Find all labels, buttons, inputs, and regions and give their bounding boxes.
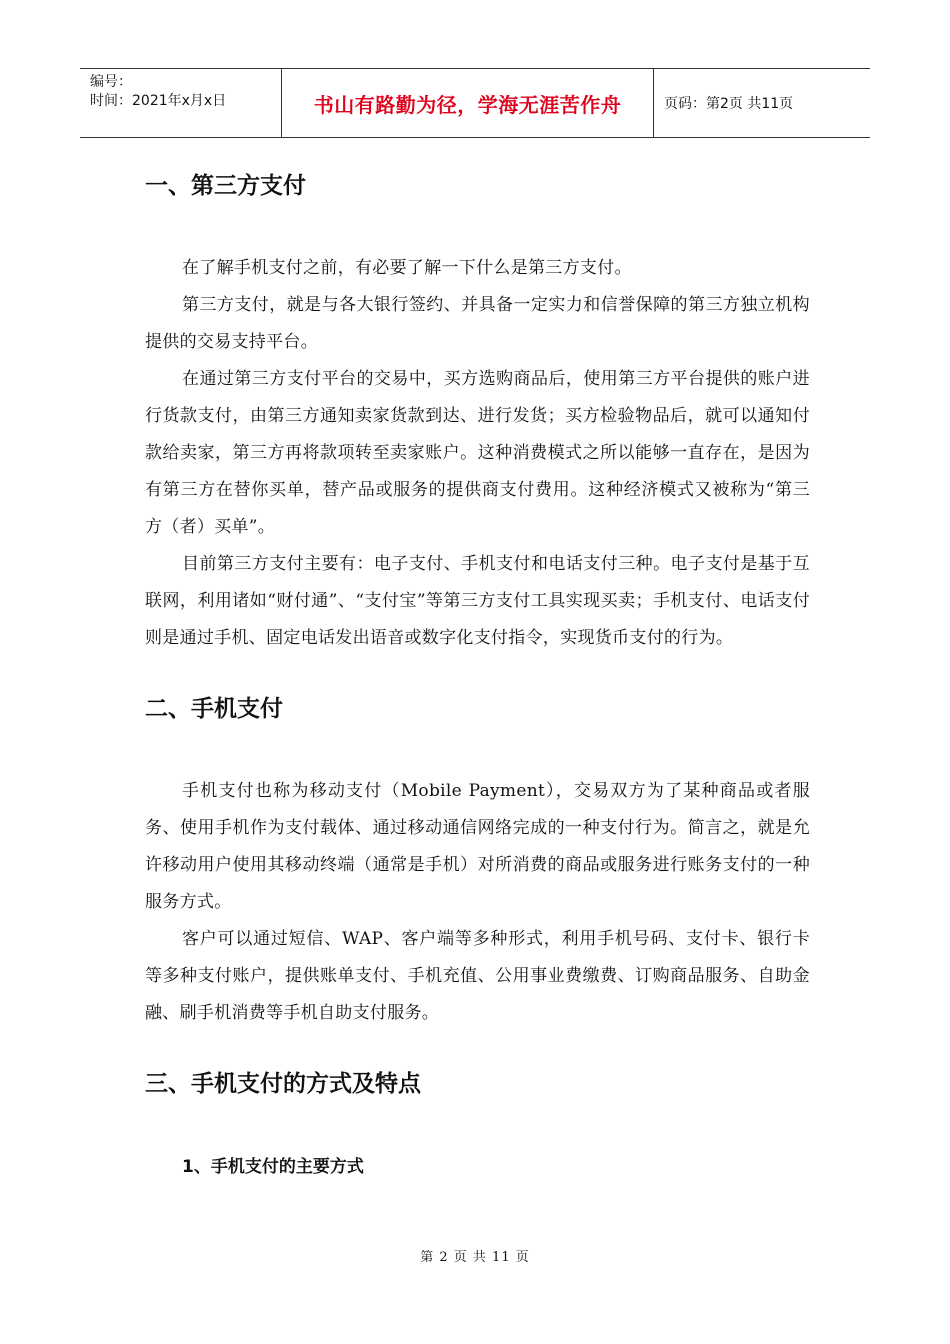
section-title-third-party-payment: 一、第三方支付 bbox=[145, 173, 306, 199]
header-motto: 书山有路勤为径，学海无涯苦作舟 bbox=[282, 69, 654, 137]
paragraph: 第三方支付，就是与各大银行签约、并具备一定实力和信誉保障的第三方独立机构提供的交易支持平台。 bbox=[145, 295, 810, 352]
page-footer: 第 2 页 共 11 页 bbox=[420, 1250, 530, 1265]
header-page-info: 页码：第2页 共11页 bbox=[664, 96, 794, 112]
subsection-title-main-methods: 1、手机支付的主要方式 bbox=[182, 1157, 364, 1177]
doc-number-label: 编号： bbox=[90, 74, 132, 90]
paragraph: 手机支付也称为移动支付（Mobile Payment），交易双方为了某种商品或者服务、使用手机作为支付载体、通过移动通信网络完成的一种支付行为。简言之，就是允许移动用户使用其移动终端（通常是手机）对所消费的商品或服务进行账务支付的一种服务方式。 bbox=[145, 781, 810, 912]
section-title-mobile-payment: 二、手机支付 bbox=[145, 696, 283, 722]
paragraph: 在通过第三方支付平台的交易中，买方选购商品后，使用第三方平台提供的账户进行货款支付，由第三方通知卖家货款到达、进行发货；买方检验物品后，就可以通知付款给卖家，第三方再将款项转至卖家账户。这种消费模式之所以能够一直存在，是因为有第三方在替你买单，替产品或服务的提供商支付费用。这种经济模式又被称为“第三方（者）买单”。 bbox=[145, 369, 810, 537]
doc-time-label: 时间：2021年x月x日 bbox=[90, 93, 227, 109]
document-body bbox=[145, 160, 810, 1182]
paragraph: 在了解手机支付之前，有必要了解一下什么是第三方支付。 bbox=[182, 258, 632, 278]
header-meta bbox=[80, 69, 282, 137]
section-title-payment-methods: 三、手机支付的方式及特点 bbox=[145, 1071, 421, 1097]
document-header bbox=[80, 68, 870, 138]
paragraph: 客户可以通过短信、WAP、客户端等多种形式，利用手机号码、支付卡、银行卡等多种支付账户，提供账单支付、手机充值、公用事业费缴费、订购商品服务、自助金融、刷手机消费等手机自助支付服务。 bbox=[145, 929, 810, 1023]
paragraph: 目前第三方支付主要有：电子支付、手机支付和电话支付三种。电子支付是基于互联网，利用诸如“财付通”、“支付宝”等第三方支付工具实现买卖；手机支付、电话支付则是通过手机、固定电话发出语音或数字化支付指令，实现货币支付的行为。 bbox=[145, 554, 810, 648]
